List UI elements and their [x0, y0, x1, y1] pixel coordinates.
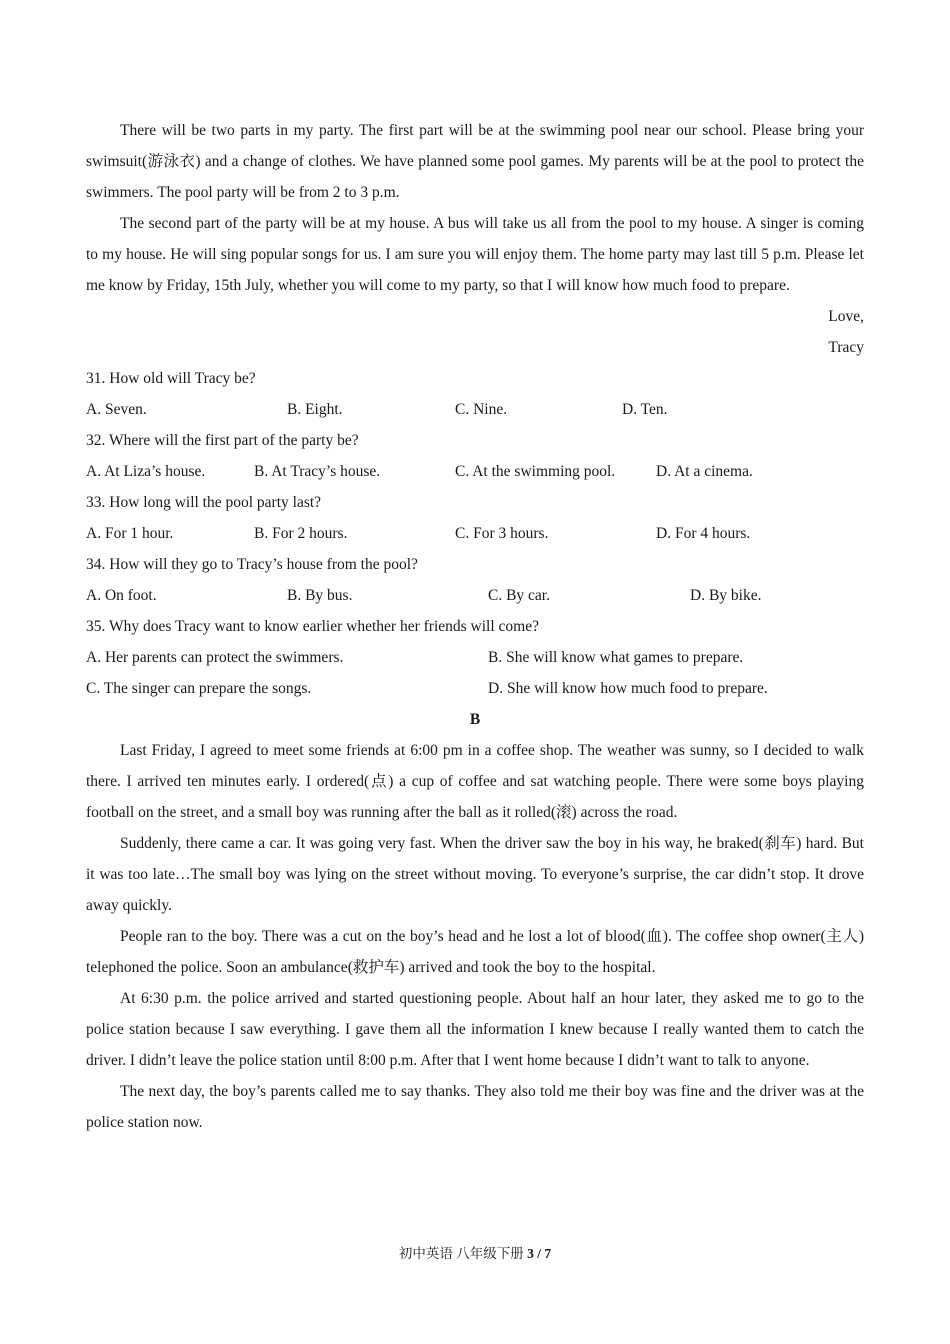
option: B. At Tracy’s house.	[254, 463, 381, 480]
page-footer	[0, 1244, 950, 1264]
passage-paragraph: At 6:30 p.m. the police arrived and started questioning people. About half an hour later, they asked me to go to the police station because I saw everything. I gave them all the information I knew because I really wanted them to catch the driver. I didn’t leave the police station until 8:00 p.m. After that I went home because I didn’t want to talk to anyone.	[86, 990, 864, 1069]
question-stem: 33. How long will the pool party last?	[86, 494, 322, 511]
question-stem: 31. How old will Tracy be?	[86, 370, 256, 387]
option: A. Seven.	[86, 401, 147, 418]
passage-paragraph: Suddenly, there came a car. It was going very fast. When the driver saw the boy in his way, he braked(刹车) hard. But it was too late…The small boy was lying on the street without moving. To everyone’s surprise, the car didn’t stop. It drove away quickly.	[86, 835, 864, 914]
option: C. At the swimming pool.	[455, 463, 616, 480]
question-options	[86, 673, 864, 704]
question-stem: 32. Where will the first part of the party be?	[86, 432, 359, 449]
option: A. Her parents can protect the swimmers.	[86, 649, 344, 666]
letter-signature: Tracy	[828, 339, 864, 356]
option: D. By bike.	[690, 587, 762, 604]
passage-paragraph: The next day, the boy’s parents called me to say thanks. They also told me their boy was fine and the driver was at the police station now.	[86, 1083, 864, 1131]
passage-paragraph: Last Friday, I agreed to meet some friends at 6:00 pm in a coffee shop. The weather was sunny, so I decided to walk there. I arrived ten minutes early. I ordered(点) a cup of coffee and sat watching people. There were some boys playing football on the street, and a small boy was running after the ball as it rolled(滚) across the road.	[86, 742, 864, 821]
question-options	[86, 394, 864, 425]
passage-paragraph: People ran to the boy. There was a cut on the boy’s head and he lost a lot of blood(血). The coffee shop owner(主人) telephoned the police. Soon an ambulance(救护车) arrived and took the boy to the hospital.	[86, 928, 864, 976]
option: B. By bus.	[287, 587, 353, 604]
page-number: 3 / 7	[527, 1246, 552, 1261]
letter-paragraph: The second part of the party will be at my house. A bus will take us all from the pool to my house. A singer is coming to my house. He will sing popular songs for us. I am sure you will enjoy them. The home party may last till 5 p.m. Please let me know by Friday, 15th July, whether you will come to my party, so that I will know how much food to prepare.	[86, 215, 864, 294]
option: C. Nine.	[455, 401, 508, 418]
option: C. The singer can prepare the songs.	[86, 680, 312, 697]
option: D. At a cinema.	[656, 463, 753, 480]
footer-label: 初中英语 八年级下册	[398, 1246, 528, 1261]
option: C. For 3 hours.	[455, 525, 549, 542]
letter-closing: Love,	[828, 308, 864, 325]
letter-paragraph: There will be two parts in my party. The first part will be at the swimming pool near our school. Please bring your swimsuit(游泳衣) and a change of clothes. We have planned some pool games. My parents will be at the pool to protect the swimmers. The pool party will be from 2 to 3 p.m.	[86, 122, 864, 201]
option: D. For 4 hours.	[656, 525, 751, 542]
option: B. She will know what games to prepare.	[488, 649, 744, 666]
question-options	[86, 580, 864, 611]
option: B. Eight.	[287, 401, 343, 418]
option: A. For 1 hour.	[86, 525, 174, 542]
option: A. At Liza’s house.	[86, 463, 206, 480]
option: D. Ten.	[622, 401, 668, 418]
option: C. By car.	[488, 587, 550, 604]
option: A. On foot.	[86, 587, 157, 604]
question-options	[86, 518, 864, 549]
question-options	[86, 456, 864, 487]
section-heading: B	[469, 711, 481, 728]
question-stem: 35. Why does Tracy want to know earlier whether her friends will come?	[86, 618, 539, 635]
option: B. For 2 hours.	[254, 525, 348, 542]
question-stem: 34. How will they go to Tracy’s house from the pool?	[86, 556, 418, 573]
question-options	[86, 642, 864, 673]
option: D. She will know how much food to prepare.	[488, 680, 768, 697]
document-page	[86, 115, 864, 1138]
